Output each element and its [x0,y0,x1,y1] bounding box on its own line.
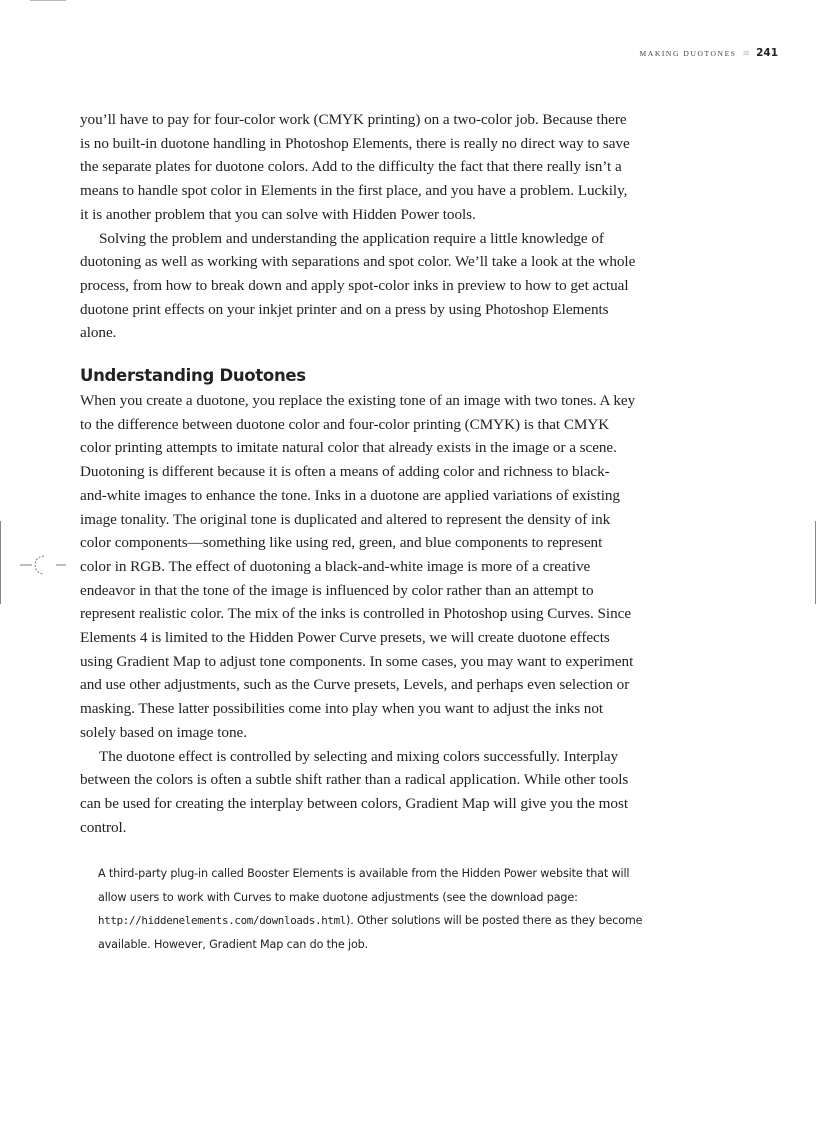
note-text: A third-party plug-in called Booster Elements is available from the Hidden Power website that will allow users to work with Curves to make duotone adjustments (see the download page: [98,867,630,904]
crop-mark-top [30,0,66,1]
paragraph: Solving the problem and understanding the application require a little knowledge of duotoning as well as working with separations and spot color. We’ll take a look at the whole process, from how to break down and apply spot-color inks in preview to how to get actual duotone print effects on your inkjet printer and on a press by using Photoshop Elements alone. [80,229,636,342]
running-head-separator-icon: ≋ [742,49,751,59]
registration-mark-icon [18,553,68,577]
page-number: 241 [756,47,778,59]
note-box [98,862,658,956]
note-text: ). Other solutions will be posted there as they become available. However, Gradient Map can do the job. [98,914,643,951]
running-head [640,47,778,59]
paragraph-continued: you’ll have to pay for four-color work (CMYK printing) on a two-color job. Because there is no built-in duotone handling in Photoshop Elements, there is really no direct way to save the separate plates for duotone colors. Add to the difficulty the fact that there really isn’t a means to handle spot color in Elements in the first place, and you have a problem. Luckily, it is another problem that you can solve with Hidden Power tools. [80,111,630,223]
crop-mark-left [0,521,1,604]
note-url-link[interactable]: http://hiddenelements.com/downloads.html [98,914,347,928]
body-text [80,108,636,839]
paragraph: When you create a duotone, you replace the existing tone of an image with two tones. A key to the difference between duotone color and four-color printing (CMYK) is that CMYK color printing attempts to imitate natural color that already exists in the image or a scene. Duotoning is different because it is often a means of adding color and richness to black-and-white images to enhance the tone. Inks in a duotone are applied variations of existing image tonality. The original tone is duplicated and altered to represent the density of ink color components—something like using red, green, and blue components to represent color in RGB. The effect of duotoning a black-and-white image is more of a creative endeavor in that the tone of the image is influenced by color rather than an attempt to represent realistic color. The mix of the inks is controlled in Photoshop using Curves. Since Elements 4 is limited to the Hidden Power Curve presets, we will create duotone effects using Gradient Map to adjust tone components. In some cases, you may want to experiment and use other adjustments, such as the Curve presets, Levels, and perhaps even selection or masking. These latter possibilities come into play when you want to adjust the inks not solely based on image tone. [80,392,636,741]
running-head-title: MAKING DUOTONES [639,49,737,58]
section-heading: Understanding Duotones [80,366,306,386]
paragraph: The duotone effect is controlled by selecting and mixing colors successfully. Interplay between the colors is often a subtle shift rather than a radical application. While other tools can be used for creating the interplay between colors, Gradient Map will give you the most control. [80,747,629,836]
